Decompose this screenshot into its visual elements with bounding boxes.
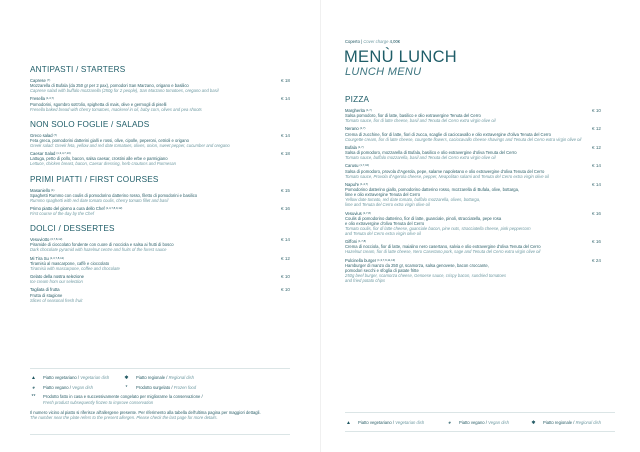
dish-description-english: Courgette cream, fior di latte cheese, courgette flowers, caciocavallo cheese shavings and Tenuta del Cerro extra virgin olive oil <box>345 136 582 142</box>
dish-price: € 12 <box>592 144 601 150</box>
dish-name: Napul'e <box>345 181 360 187</box>
dish-description-english: Tomato sauce, buffalo mozzarella, basil and Tenuta del Cerro extra virgin olive oil <box>345 155 496 161</box>
dish-name: Caesar Salad <box>30 151 56 157</box>
dish-description-english: Tiramisù with mascarpone, coffee and chocolate <box>30 265 120 271</box>
menu-item <box>345 182 601 207</box>
dish-price: € 16 <box>592 210 601 216</box>
vegan-icon: ◕ <box>447 420 452 426</box>
allergen-numbers: (7) <box>46 78 51 82</box>
menu-section <box>30 224 290 303</box>
menu-item <box>30 96 290 111</box>
section-title: NON SOLO FOGLIE / SALADS <box>30 119 150 129</box>
dish-name: Mi Tira Su <box>30 255 49 261</box>
dish-description-english: Rummo spaghetti with red date tomato coulis, cherry tomato fillet and basil <box>30 197 169 203</box>
dish-name: Greco salad <box>30 132 53 138</box>
allergen-numbers: (7) <box>53 132 57 137</box>
dish-name: Primo piatto del giorno a cura dello Chef <box>30 205 105 211</box>
dish-price: € 15 <box>281 187 290 193</box>
menu-section <box>30 120 290 167</box>
dish-description: lime e olio extravergine Tenuta del Cerro <box>345 192 421 198</box>
dish-price: € 10 <box>281 287 290 293</box>
dish-price: € 14 <box>592 163 601 169</box>
dish-description: Pomodorini, sgombro sott'olio, spighetta di mais, olive e germogli di piselli <box>30 101 167 107</box>
dish-price: € 12 <box>592 126 601 132</box>
legend-divider-top <box>30 368 290 369</box>
allergen-numbers: (1,3,7,8,12) <box>49 255 65 260</box>
dish-description-english: Tomato coulis, fior di latte cheese, guanciale bacon, pine nuts, stracciatella cheese, pink peppercorn <box>345 225 531 231</box>
dish-description: Spaghetti Rummo con coulis di pomodorino datterino rosso, filetto di pomodorini e basilico <box>30 192 198 198</box>
vegan-icon: ◕ <box>31 385 36 391</box>
leaf-icon: ▲ <box>31 375 36 381</box>
allergen-numbers: (1,7,8) <box>358 239 367 244</box>
dish-price: € 24 <box>592 257 601 263</box>
menu-item <box>345 239 601 254</box>
dish-name: Nerano <box>345 126 359 132</box>
regional-figure-icon: ✱ <box>531 420 536 426</box>
dish-name: Margherita <box>345 108 366 113</box>
dish-description-english: Tomato sauce, Provola d'Agerola cheese, pepper, Neapolitan salami and Tenuta del Cerro extra virgin olive oil <box>345 173 549 179</box>
dish-name: Caprese <box>30 78 46 83</box>
dish-description: e olio extravergine d'oliva Tenuta del Cerro <box>345 220 425 226</box>
menu-item <box>30 256 290 271</box>
menu-item <box>345 108 601 123</box>
dish-name: Tagliata di frutta <box>30 287 60 293</box>
menu-item <box>30 206 290 216</box>
allergen-numbers: (3,7,8,12) <box>50 237 63 242</box>
menu-item <box>30 237 290 252</box>
menu-item <box>345 258 601 283</box>
dish-description-english: and fried potato chips <box>345 278 386 284</box>
dish-description: Hamburger di manzo da 250 gr, scamorza, salsa genovese, bacon croccante, <box>345 262 489 268</box>
dish-name: Giffoni <box>345 239 358 245</box>
dish-description-english: Greek salad: Greek feta, yellow and red date tomatoes, olives, onion, sweet pepper, cucumber and oregano <box>30 142 230 148</box>
dish-description-english: Caprese salad with buffalo mozzarella (250g for 2 people), San Marzano tomatoes, oregano and basil <box>30 88 219 94</box>
right-menu-column <box>345 95 601 291</box>
dish-description: Piramide di cioccolato fondente con cuore di nocciola e salsa ai frutti di bosco <box>30 242 174 248</box>
menu-item <box>30 188 290 203</box>
dish-description-english: Tomato sauce, fior di latte cheese, basil and Tenuta del Cerro extra virgin olive oil <box>345 118 496 124</box>
menu-section <box>30 175 290 217</box>
legend-frozen: * Prodotto surgelato / Frozen food <box>123 385 196 391</box>
allergen-numbers: (1,4,7,8,9,12) <box>105 205 123 210</box>
right-legend-vegetarian: ▲ Piatto vegetariano / Vegetarian dish <box>346 420 425 426</box>
right-legend-regional: ✱ Piatto regionale / Regional dish <box>531 420 601 426</box>
dish-description: Tiramisù al mascarpone, caffè e cioccolato <box>30 260 110 266</box>
dish-description: Pomodorino datterino giallo, pomodorino datterino rosso, mozzarella di Bufala, olive, bottarga, <box>345 186 520 192</box>
regional-figure-icon: ✱ <box>124 375 129 381</box>
dish-description: Frutta di stagione <box>30 292 63 298</box>
dish-name: Vesuvius <box>345 210 362 216</box>
menu-item <box>345 126 601 141</box>
allergen-numbers: (1,7) <box>366 108 372 112</box>
dish-description-english: Dark chocolate pyramid with hazelnut centre and fruits of the forest sauce <box>30 247 167 253</box>
dish-description-english: Lettuce, chicken breast, bacon, Caesar dressing, herb croutons and Parmesan <box>30 161 176 167</box>
dish-name: Pulcinella burger <box>345 257 377 263</box>
frozen-asterisk-icon: * <box>125 385 128 391</box>
allergen-numbers: (1,3,4,7,10) <box>56 151 71 156</box>
section-title: DOLCI / DESSERTES <box>30 224 115 234</box>
dish-description-english: Yellow date tomato, red date tomato, buffalo mozzarella, olives, bottarga, <box>345 197 481 203</box>
legend-fresh-frozen: ** Prodotto fatto in casa e successivamente congelato per migliorarne la conservazione / Fresh product subsequently frozen to improve conservation <box>31 394 203 405</box>
dish-price: € 18 <box>281 78 290 83</box>
menu-section <box>345 95 601 283</box>
dish-description: Salsa di pomodoro, mozzarella di Bufala, basilico e olio extravergine d'oliva Tenuta del Cerro <box>345 150 517 156</box>
dish-description: Crema di nocciola, fior di latte, maialino nero casertano, salvia e olio extravergine d'oliva Tenuta del Cerro <box>345 244 541 250</box>
legend-divider-bottom <box>30 434 290 435</box>
dish-description: pomodori secchi e sfoglia di patate fritte <box>345 267 419 273</box>
dish-description: Coulis di pomodorino datterino, fior di latte, guanciale, pinoli, stracciatella, pepe rosa <box>345 215 502 221</box>
dish-price: € 10 <box>592 108 601 113</box>
cover-charge: Coperto | Cover charge 4,00€ <box>345 39 401 44</box>
dish-description: Lattuga, petto di pollo, bacon, salsa caesar, crostini alle erbe e parmigiano <box>30 156 168 162</box>
menu-item <box>30 274 290 284</box>
section-title: PIZZA <box>345 95 370 104</box>
dish-description-english: Fresella baked bread with cherry tomatoes, mackerel in oil, baby corn, olives and pea shoots <box>30 106 202 112</box>
section-title: ANTIPASTI / STARTERS <box>30 65 126 74</box>
dish-description-english: 250g beef burger, scamorza cheese, Genoese sauce, crispy bacon, sundried tomatoes <box>345 272 507 278</box>
dish-price: € 14 <box>281 237 290 243</box>
allergen-numbers: (1) <box>51 187 55 192</box>
page-subtitle: LUNCH MENU <box>345 66 422 78</box>
dish-name: Vesuviotto <box>30 237 50 243</box>
dish-description: Salsa pomodoro, fior di latte, basilico e olio extravergine Tenuta del Cerro <box>345 113 481 119</box>
dish-price: € 18 <box>281 151 290 157</box>
dish-name: Carusu <box>345 163 359 169</box>
dish-description-english: Hazelnut cream, fior di latte cheese, Nero Casertano pork, sage and Tenuta del Cerro extra virgin olive oil <box>345 249 541 255</box>
legend-vegetarian: ▲ Piatto vegetariano / Vegetarian dish <box>31 375 110 381</box>
allergen-numbers: (1,4,7) <box>45 96 54 101</box>
menu-item <box>30 133 290 148</box>
dish-price: € 16 <box>592 239 601 245</box>
double-asterisk-icon: ** <box>31 394 36 400</box>
dish-name: Gelato della nostra selezione <box>30 274 85 280</box>
dish-price: € 14 <box>281 132 290 138</box>
dish-description: Feta greca, pomodorini datterini gialli e rossi, olive, cipolle, peperoni, cetrioli e origano <box>30 137 189 143</box>
allergen-numbers: (1,7,8) <box>362 210 371 215</box>
right-legend-divider-bottom <box>345 431 615 432</box>
menu-item <box>345 163 601 178</box>
menu-item <box>30 78 290 93</box>
menu-item <box>345 211 601 236</box>
dish-description: Salsa di pomodoro, provola d'Agerola, pepe, salame napoletano e olio extravergine d'oliva Tenuta del Cerro <box>345 168 545 174</box>
dish-price: € 16 <box>281 205 290 211</box>
dish-description-english: Ice cream from our selection <box>30 279 83 285</box>
allergen-numbers: (1,7) <box>359 126 366 131</box>
allergen-numbers: (1,4,7) <box>360 181 369 186</box>
right-legend-divider-top <box>345 412 615 413</box>
dish-name: Masaniello <box>30 187 51 193</box>
dish-price: € 12 <box>281 255 290 261</box>
menu-item <box>30 151 290 166</box>
left-menu-column <box>30 65 290 311</box>
allergen-numbers: (1,7) <box>357 144 364 149</box>
menu-item <box>30 287 290 302</box>
dish-price: € 14 <box>281 96 290 102</box>
menu-item <box>345 145 601 160</box>
dish-description: Mozzarella di Bufala (da 250 gr per 2 pax), pomodori San Marzano, origano e basilico <box>30 83 189 89</box>
leaf-icon: ▲ <box>346 420 351 426</box>
allergen-note: Il numero vicino al piatto si riferisce all'allergene presente. Per riferimento alla tabella dell'ultima pagina per maggiori dettagli. The number near the plate refers to the present allergen. Please check the last page for more details. <box>30 410 261 420</box>
legend-vegan: ◕ Piatto vegano / Vegan dish <box>31 385 93 391</box>
allergen-numbers: (1,3,7,9,11,13) <box>377 257 396 262</box>
page-title: MENÙ LUNCH <box>344 48 458 66</box>
dish-price: € 10 <box>281 274 290 280</box>
menu-section <box>30 65 290 112</box>
allergen-numbers: (1,7,10) <box>359 163 370 168</box>
legend-regional: ✱ Piatto regionale / Regional dish <box>124 375 194 381</box>
dish-price: € 14 <box>592 181 601 187</box>
dish-description-english: First course of the day by the Chef <box>30 211 95 217</box>
dish-description-english: lime and Tenuta del Cerro extra virgin olive oil <box>345 202 430 208</box>
right-legend-vegan: ◕ Piatto vegano / Vegan dish <box>447 420 509 426</box>
dish-description-english: and Tenuta del Cerro extra virgin olive oil <box>345 230 421 236</box>
dish-name: Fresella <box>30 96 45 102</box>
section-title: PRIMI PIATTI / FIRST COURSES <box>30 174 159 184</box>
dish-description: Crema di zucchine, fior di latte, fiori di zucca, scaglie di caciocavallo e olio extravergine d'oliva Tenuta del Cerro <box>345 131 552 137</box>
dish-description-english: Slices of seasonal fresh fruit <box>30 297 83 303</box>
dish-name: Bufala <box>345 144 357 150</box>
